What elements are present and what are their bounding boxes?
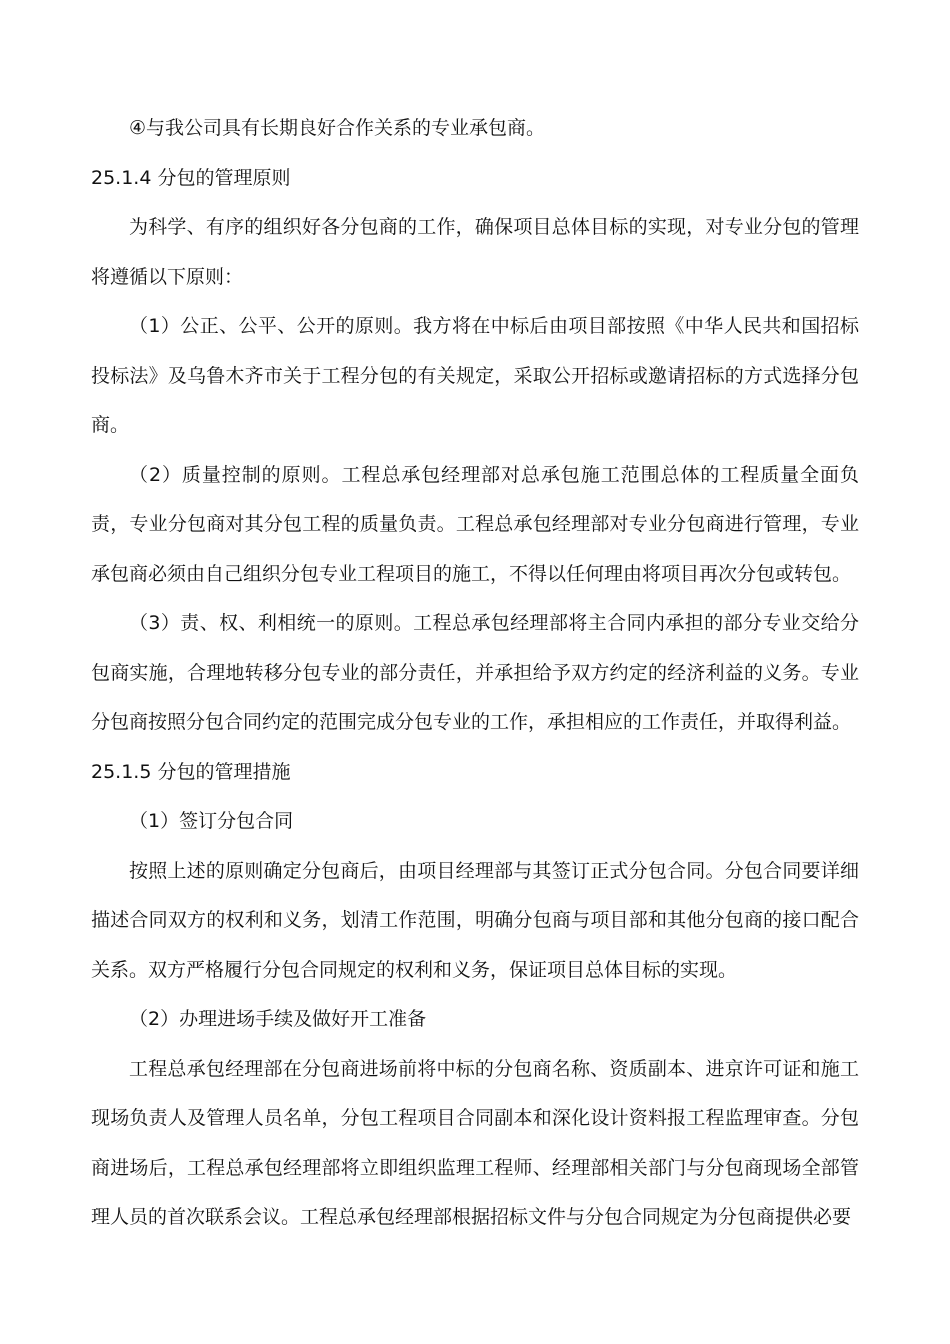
list-item-contractor-4: ④与我公司具有长期良好合作关系的专业承包商。 [129, 117, 546, 139]
measure-item-2: （2）办理进场手续及做好开工准备 [129, 1008, 427, 1030]
paragraph-entry-procedures: 工程总承包经理部在分包商进场前将中标的分包商名称、资质副本、进京许可证和施工现场负责人及管理人员名单，分包工程项目合同副本和深化设计资料报工程监理审查。分包商进场后，工程总承包经理部将立即组织监理工程师、经理部相关部门与分包商现场全部管理人员的首次联系会议。工程总承包经理部根据招标文件与分包合同规定为分包商提供必要 [91, 1057, 859, 1228]
section-heading-25-1-4: 25.1.4 分包的管理原则 [91, 166, 291, 189]
section-heading-25-1-5: 25.1.5 分包的管理措施 [91, 760, 291, 783]
principle-item-3: （3）责、权、利相统一的原则。工程总承包经理部将主合同内承担的部分专业交给分包商实施，合理地转移分包专业的部分责任，并承担给予双方约定的经济利益的义务。专业分包商按照分包合同约定的范围完成分包专业的工作，承担相应的工作责任，并取得利益。 [91, 612, 859, 733]
document-page [91, 104, 859, 1243]
principle-item-2: （2）质量控制的原则。工程总承包经理部对总承包施工范围总体的工程质量全面负责，专业分包商对其分包工程的质量负责。工程总承包经理部对专业分包商进行管理，专业承包商必须由自己组织分包专业工程项目的施工，不得以任何理由将项目再次分包或转包。 [91, 463, 859, 585]
paragraph-contract: 按照上述的原则确定分包商后，由项目经理部与其签订正式分包合同。分包合同要详细描述合同双方的权利和义务，划清工作范围，明确分包商与项目部和其他分包商的接口配合关系。双方严格履行分包合同规定的权利和义务，保证项目总体目标的实现。 [91, 859, 859, 981]
paragraph-intro-principles: 为科学、有序的组织好各分包商的工作，确保项目总体目标的实现，对专业分包的管理将遵循以下原则： [91, 216, 859, 288]
measure-item-1: （1）签订分包合同 [129, 810, 294, 832]
principle-item-1: （1）公正、公平、公开的原则。我方将在中标后由项目部按照《中华人民共和国招标投标法》及乌鲁木齐市关于工程分包的有关规定，采取公开招标或邀请招标的方式选择分包商。 [91, 315, 859, 436]
